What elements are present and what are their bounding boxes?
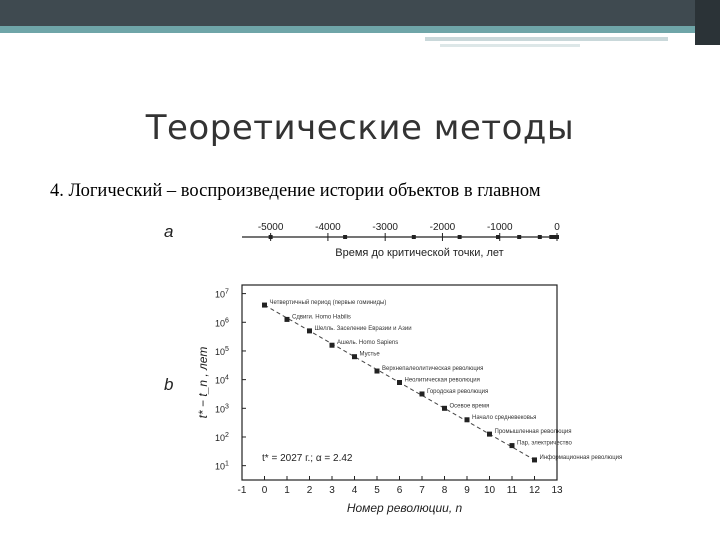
data-point xyxy=(538,235,542,239)
x-tick-label: 6 xyxy=(396,485,403,496)
bullet-text: 4. Логический – воспроизведение истории объектов в главном xyxy=(50,181,541,201)
x-tick-label: 5 xyxy=(374,485,380,496)
y-tick-label: $10^4$ xyxy=(215,374,229,386)
data-point xyxy=(412,235,416,239)
x-tick-label: 8 xyxy=(441,485,448,496)
tick-label: -1000 xyxy=(486,222,513,233)
x-tick-label: 10 xyxy=(483,485,496,496)
y-tick-label: $10^7$ xyxy=(215,288,229,300)
data-point xyxy=(465,417,470,422)
data-point xyxy=(269,235,273,239)
y-tick-label: $10^5$ xyxy=(215,345,229,357)
tick-label: 0 xyxy=(554,222,560,233)
x-tick-label: 4 xyxy=(351,485,358,496)
data-point xyxy=(442,406,447,411)
annotation: t* = 2027 г.; α = 2.42 xyxy=(262,453,353,464)
x-tick-label: 9 xyxy=(464,485,470,496)
point-label: Начало средневековья xyxy=(472,414,537,421)
point-label: Городская революция xyxy=(427,388,489,395)
data-point xyxy=(517,235,521,239)
data-point xyxy=(307,328,312,333)
x-tick-label: 0 xyxy=(261,485,268,496)
x-tick-label: -1 xyxy=(237,485,247,496)
slide-title: Теоретические методы xyxy=(145,108,575,148)
point-label: Мустье xyxy=(359,351,380,358)
y-tick-label: $10^3$ xyxy=(215,403,229,415)
x-axis-label-a: Время до критической точки, лет xyxy=(335,247,504,259)
data-point xyxy=(397,380,402,385)
chart-a xyxy=(164,222,560,259)
x-tick-label: 11 xyxy=(506,485,518,496)
data-point xyxy=(532,457,537,462)
data-point xyxy=(285,317,290,322)
data-point xyxy=(458,235,462,239)
point-label: Четвертичный период (первые гоминиды) xyxy=(269,300,387,307)
point-label: Верхнепалеолитическая революция xyxy=(382,366,484,373)
point-label: Промышленная революция xyxy=(494,429,572,436)
point-label: Шелль. Заселение Евразии и Азии xyxy=(314,325,412,332)
x-tick-label: 13 xyxy=(551,485,563,496)
data-point xyxy=(487,432,492,437)
y-axis-label-b: t* − t_n , лет xyxy=(196,346,210,419)
data-point xyxy=(510,443,515,448)
y-tick-label: $10^6$ xyxy=(215,317,229,329)
data-point xyxy=(262,303,267,308)
x-tick-label: 3 xyxy=(329,485,335,496)
data-point xyxy=(330,343,335,348)
panel-label-a: a xyxy=(164,222,174,241)
data-point xyxy=(496,235,500,239)
point-label: Неолитическая революция xyxy=(404,377,480,384)
point-label: Ашель. Homo Sapiens xyxy=(337,340,399,347)
y-tick-label: $10^1$ xyxy=(215,460,229,472)
y-tick-label: $10^2$ xyxy=(215,431,229,443)
data-point xyxy=(555,235,559,239)
data-point xyxy=(375,369,380,374)
tick-label: -3000 xyxy=(372,222,398,233)
tick-label: -5000 xyxy=(257,222,284,233)
x-axis-label-b: Номер революции, n xyxy=(346,501,463,515)
point-label: Пар, электричество xyxy=(517,440,572,447)
point-label: Информационная революция xyxy=(539,454,623,461)
x-tick-label: 2 xyxy=(306,485,313,496)
data-point xyxy=(420,391,425,396)
x-tick-label: 7 xyxy=(419,485,425,496)
tick-label: -4000 xyxy=(315,222,341,233)
panel-label-b: b xyxy=(164,375,174,394)
point-label: Сдвиги. Homo Habilis xyxy=(292,314,351,321)
data-point xyxy=(343,235,347,239)
tick-label: -2000 xyxy=(429,222,456,233)
chart-b xyxy=(164,285,622,515)
x-tick-label: 1 xyxy=(284,485,290,496)
data-point xyxy=(352,354,357,359)
point-label: Осевое время xyxy=(449,403,490,410)
x-tick-label: 12 xyxy=(528,485,541,496)
